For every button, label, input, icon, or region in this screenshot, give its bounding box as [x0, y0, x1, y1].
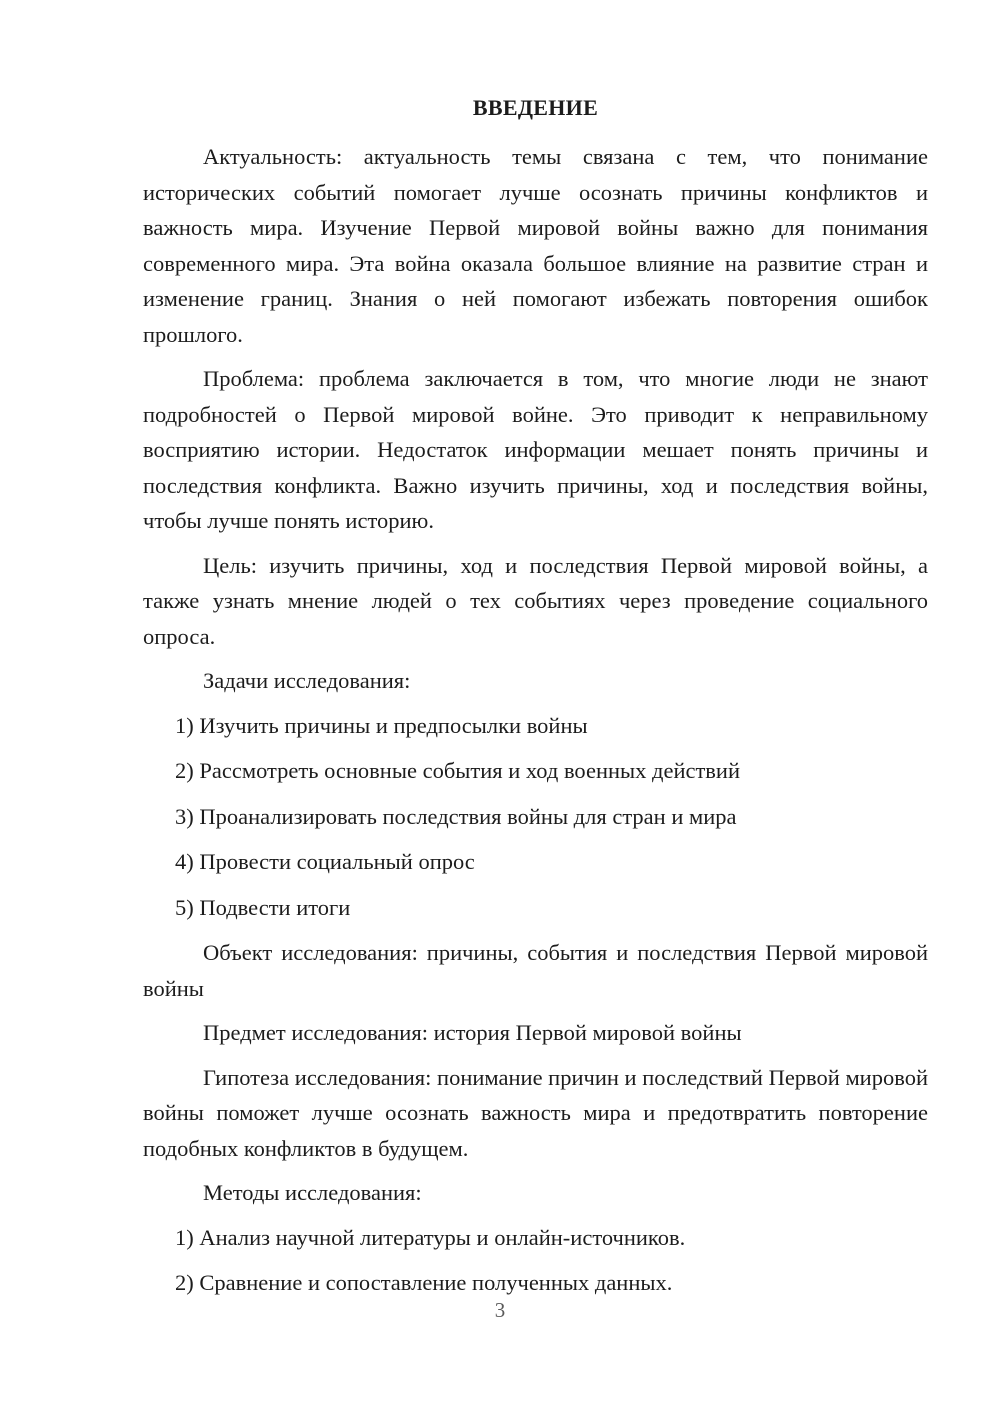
body-text [143, 139, 928, 1311]
task-item: 1) Изучить причины и предпосылки войны [175, 712, 588, 738]
paragraph-methods-heading: Методы исследования: [203, 1180, 422, 1205]
task-item: 3) Проанализировать последствия войны для стран и мира [175, 803, 737, 829]
task-item: 5) Подвести итоги [175, 894, 351, 920]
paragraph-tasks-heading: Задачи исследования: [203, 668, 411, 693]
method-item: 2) Сравнение и сопоставление полученных данных. [175, 1270, 673, 1295]
page-number: 3 [494, 1298, 506, 1322]
section-heading: ВВЕДЕНИЕ [472, 95, 599, 120]
paragraph-hypothesis: Гипотеза исследования: понимание причин и последствий Первой мировой войны поможет лучше осознать важность мира и предотвратить повторение подобных конфликтов в будущем. [143, 1064, 928, 1161]
task-item: 2) Рассмотреть основные события и ход военных действий [175, 758, 741, 783]
method-item: 1) Анализ научной литературы и онлайн-источников. [175, 1224, 686, 1250]
paragraph-goal: Цель: изучить причины, ход и последствия Первой мировой войны, а также узнать мнение людей о тех событиях через проведение социального опроса. [143, 552, 928, 649]
paragraph-subject: Предмет исследования: история Первой мировой войны [203, 1020, 742, 1045]
paragraph-object: Объект исследования: причины, события и последствия Первой мировой войны [143, 940, 928, 1001]
paragraph-problem: Проблема: проблема заключается в том, что многие люди не знают подробностей о Первой мировой войне. Это приводит к неправильному восприятию истории. Недостаток информации мешает понять причины и последствия конфликта. Важно изучить причины, ход и последствия войны, чтобы лучше понять историю. [143, 366, 928, 533]
paragraph-relevance: Актуальность: актуальность темы связана с тем, что понимание исторических событий помогает лучше осознать причины конфликтов и важность мира. Изучение Первой мировой войны важно для понимания современного мира. Эта война оказала большое влияние на развитие стран и изменение границ. Знания о ней помогают избежать повторения ошибок прошлого. [143, 144, 928, 347]
task-item: 4) Провести социальный опрос [175, 849, 475, 874]
